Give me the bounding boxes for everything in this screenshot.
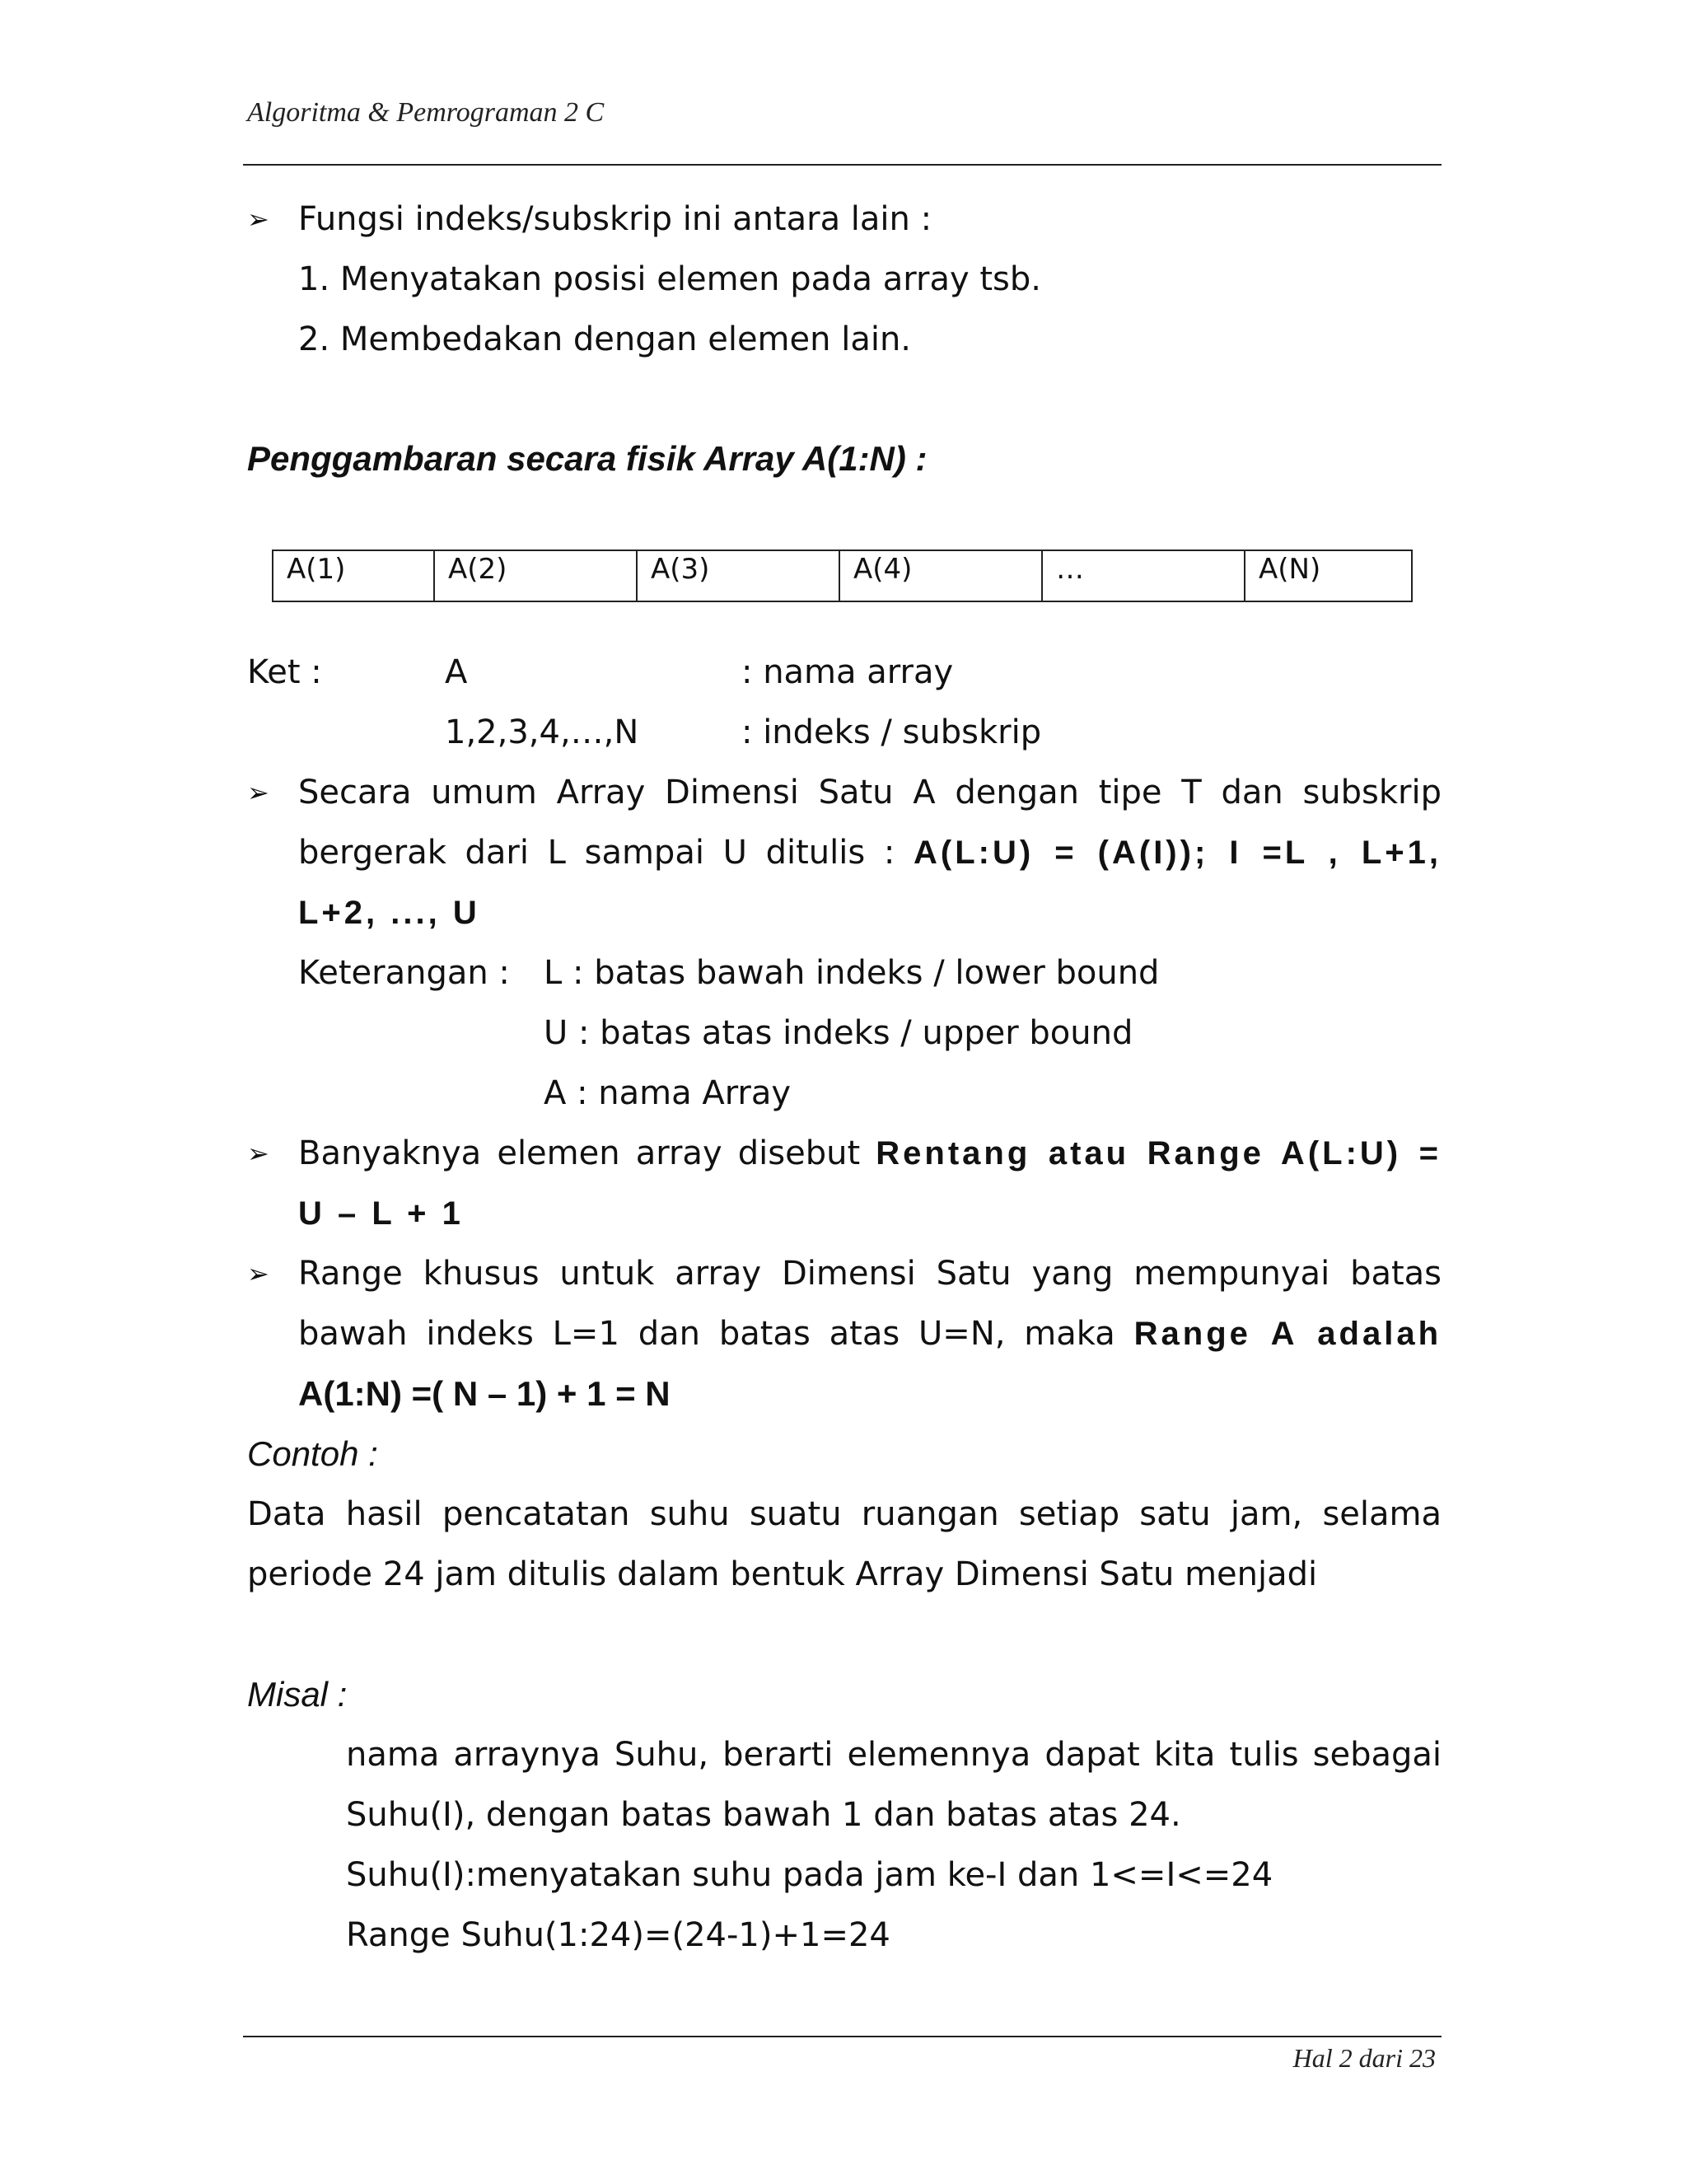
text-run: Banyaknya elemen array disebut (298, 1134, 861, 1172)
paragraph-line: periode 24 jam ditulis dalam bentuk Array Dimensi Satu menjadi (247, 1555, 1318, 1593)
paragraph-line: Range Suhu(1:24)=(24-1)+1=24 (346, 1916, 890, 1954)
ket-label: Ket : (247, 653, 322, 691)
formula: A(1:N) =( N – 1) + 1 = N (298, 1374, 671, 1413)
paragraph-line: nama arraynya Suhu, berarti elemennya dapat kita tulis sebagai (346, 1736, 1442, 1774)
bullet-arrow-icon: ➢ (247, 203, 269, 235)
ket-term: 1,2,3,4,…,N (445, 713, 639, 751)
ket-desc: : indeks / subskrip (741, 713, 1042, 751)
keterangan-item: L : batas bawah indeks / lower bound (544, 954, 1160, 992)
array-diagram (272, 550, 1413, 602)
bullet-arrow-icon: ➢ (247, 1258, 269, 1289)
array-cell: A(4) (839, 550, 1042, 601)
page-number: Hal 2 dari 23 (1292, 2043, 1436, 2073)
formula: U – L + 1 (298, 1195, 464, 1232)
text-run: bergerak dari L sampai U ditulis : (298, 834, 895, 872)
array-cell: A(2) (434, 550, 637, 601)
keterangan-item: U : batas atas indeks / upper bound (544, 1014, 1133, 1052)
paragraph-line (298, 1314, 1442, 1354)
formula: L+2, ..., U (298, 895, 480, 931)
paragraph-line: Data hasil pencatatan suhu suatu ruangan setiap satu jam, selama (247, 1495, 1442, 1533)
ket-desc: : nama array (741, 653, 954, 691)
paragraph-line: Suhu(I):menyatakan suhu pada jam ke-I dan 1<=I<=24 (346, 1856, 1273, 1894)
contoh-label: Contoh : (247, 1434, 378, 1473)
paragraph-line: Secara umum Array Dimensi Satu A dengan tipe T dan subskrip (298, 774, 1442, 811)
paragraph-line (298, 833, 1442, 872)
array-cell: … (1042, 550, 1245, 601)
misal-label: Misal : (247, 1675, 348, 1714)
formula: Range A adalah (1133, 1316, 1442, 1352)
array-cell: A(3) (637, 550, 839, 601)
header-rule (243, 164, 1442, 166)
list-item: 2. Membedakan dengan elemen lain. (298, 320, 912, 358)
bullet-arrow-icon: ➢ (247, 777, 269, 808)
footer-rule (243, 2036, 1442, 2037)
header-title: Algoritma & Pemrograman 2 C (247, 97, 605, 128)
paragraph-line: Range khusus untuk array Dimensi Satu yang mempunyai batas (298, 1255, 1442, 1293)
section-heading: Penggambaran secara fisik Array A(1:N) : (247, 439, 928, 478)
formula: Rentang atau Range A(L:U) = (876, 1135, 1442, 1172)
text-run: bawah indeks L=1 dan batas atas U=N, maka (298, 1315, 1115, 1353)
bullet-arrow-icon: ➢ (247, 1138, 269, 1169)
section1-intro: Fungsi indeks/subskrip ini antara lain : (298, 200, 932, 238)
formula: A(L:U) = (A(I)); I =L , L+1, (914, 835, 1442, 871)
list-item: 1. Menyatakan posisi elemen pada array tsb. (298, 260, 1041, 298)
array-cell: A(1) (273, 550, 434, 601)
paragraph-line: Suhu(I), dengan batas bawah 1 dan batas atas 24. (346, 1796, 1181, 1834)
ket-term: A (445, 653, 468, 691)
keterangan-item: A : nama Array (544, 1074, 792, 1112)
paragraph-line (298, 1134, 1442, 1173)
keterangan-label: Keterangan : (298, 954, 510, 992)
array-cell: A(N) (1245, 550, 1412, 601)
